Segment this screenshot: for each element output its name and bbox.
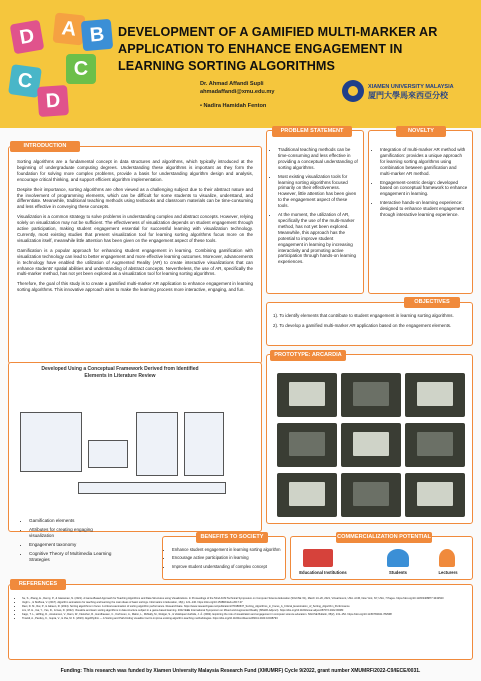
intro-paragraph-3: Visualization is a common strategy to solve problems in understanding complex and abstract concepts. However, relying solely on visualization may not be sufficient. The effectiveness of visualization depends on student engagement through active participation, making student engagement essential for successful learning with visualization technology. Currently, most existing studies that present visualization tool for learning sorting algorithms focus more on the visualization itself, meanwhile little attention has been given on the engagement aspect of these tools. <box>17 214 253 243</box>
author-list: Dr. Ahmad Affandi Supli ahmadaffandi@xmu.edu.my • Nadira Hamidah Fenton <box>200 80 330 110</box>
poster-title: DEVELOPMENT OF A GAMIFIED MULTI-MARKER AR APPLICATION TO ENHANCE ENGAGEMENT IN LEARNING SORTING ALGORITHMS <box>118 25 438 73</box>
references-heading: REFERENCES <box>10 579 66 590</box>
prototype-screenshot-8 <box>341 473 401 517</box>
benefits-heading: BENEFITS TO SOCIETY <box>196 532 268 543</box>
lecturer-icon <box>439 549 455 567</box>
novelty-item-2: • Engagement-centric design: developed based on conceptual framework to enhance engagement in learning. <box>380 180 468 198</box>
prototype-screenshot-4 <box>277 423 337 467</box>
reference-item: • Tinwidi, A., Pandey, K., Gupta, V., & Jha, M. K. (2023). AlgoRhythm — A Sorting and Path-finding visualizer tool to improve existing algorithm teaching methodologies. https://doi.org/10.1109/confluence56041.2023.10048793 <box>22 617 464 621</box>
diagram-right-group <box>136 412 178 476</box>
prototype-screenshot-6 <box>405 423 465 467</box>
commercial-heading: COMMERCIALIZATION POTENTIAL <box>336 532 432 543</box>
problem-item-3: • At the moment, the utilization of AR, specifically the use of the multi-marker method, has not yet been explored. Meanwhile, this approach has the potential to improve student engagement in learning by increasing interactivity and promoting active participation through hands-on learning experiences. <box>278 212 359 265</box>
benefit-item-1: • Enhance student engagement in learning sorting algorithm <box>172 547 281 552</box>
prototype-screenshot-3 <box>405 373 465 417</box>
framework-title: Developed Using a Conceptual Framework Derived from Identified Elements in Literature Review <box>41 366 199 379</box>
novelty-item-3: • Interactive hands-on learning experience: designed to enhance student engagement through interactive learning experience. <box>380 200 468 218</box>
objectives-heading: OBJECTIVES <box>404 297 460 308</box>
prototype-screenshot-9 <box>405 473 465 517</box>
benefit-item-2: • Encourage active participation in learning <box>172 555 281 560</box>
novelty-box <box>368 130 473 294</box>
prototype-screenshot-5 <box>341 423 401 467</box>
university-name-cn: 厦門大學馬來西亞分校 <box>368 90 448 100</box>
author-1-name: Dr. Ahmad Affandi Supli <box>200 81 264 87</box>
framework-item-2: • Attributes for creating engaging visualization <box>29 527 112 539</box>
author-2-name: Nadira Hamidah Fenton <box>203 103 267 109</box>
diagram-far-right-group <box>184 412 224 476</box>
reference-item: • Vegh L., & Stoffova, V. (2017). Algorithm animations for teaching and learning the main ideas of basic sortings. Informatics in Education, 16(1), 121–140. https://doi.org/10.15388/infedu.2017.07 <box>22 601 464 605</box>
prototype-box <box>266 354 473 524</box>
framework-item-1: • Gamification elements <box>29 518 112 524</box>
intro-paragraph-1: Sorting algorithms are a fundamental concept in data structures and algorithms, which typically introduced at the beginning of undergraduate computing degrees. Understanding these algorithms is important as they form the foundation for solving more complex problems, provide a basis for understanding algorithm design and analysis, encourage critical thinking, and support efficient algorithm implementation. <box>17 159 253 182</box>
reference-item: • Lim, M. H., Cai, Y., Yao, D., & Gao, D. (2022). Visualize and learn sorting algorithms in data structure subject in a game-based learning. 2022 IEEE International Symposium on Mixed and Augmented Reality (ISMAR-Adjunct). https://doi.org/10.1109/ismar-adjunct57072.2022.00083 <box>22 609 464 613</box>
reference-item: • Rani, D. M., Rai, P., & Jabeen, R. (2024). Sorting algorithms in focus: A critical examination of sorting algorithm performance. ResearchGate. https://www.researchgate.net/publication/379180637_Sorting_Algorithms_in_Focus_A_Critical_Examination_of_Sorting_Algorithm_Performance <box>22 605 464 609</box>
block-d: D <box>10 20 45 55</box>
benefit-item-3: • Improve student understanding of complex concept <box>172 564 281 569</box>
prototype-screenshot-1 <box>277 373 337 417</box>
problem-item-2: • Most existing visualization tools for learning sorting algorithms focused primarily on their effectiveness. However, little attention has been given to the engagement aspect of these tools. <box>278 174 359 209</box>
intro-paragraph-2: Despite their importance, sorting algorithms are often viewed as a challenging subject due to their abstract nature and the involvement of programming elements, which can be difficult for some students to visualize, understand, and differentiate. Meanwhile, traditional teaching methods using textbooks and classroom materials can be time-consuming and less effective in conveying these concepts. <box>17 186 253 210</box>
framework-diagram <box>18 410 236 515</box>
university-emblem-icon <box>342 80 364 102</box>
problem-box <box>266 130 364 294</box>
problem-item-1: • Traditional teaching methods can be time-consuming and less effective in providing a conceptual understanding of sorting algorithms. <box>278 147 359 171</box>
block-c: C <box>66 54 96 84</box>
novelty-item-1: • Integration of multi-marker AR method with gamification: provides a unique approach for learning sorting algorithms using combination between gamification and multi-marker AR method. <box>380 147 468 177</box>
institution-icon <box>303 549 333 567</box>
framework-item-3: • Engagement taxonomy <box>29 542 112 548</box>
framework-list <box>22 518 112 566</box>
reference-item: • Kapp, T. L., Höfling, D., Amelunxen, V., Dann, W., Fleischer, R., Hundhausen, C., Korhonen, A., Malmi, L., McNally, M., Rodger, S., & Velázquez-Iturbide, J. Á. (2002). Exploring the role of visualization and engagement in computer science education. SIGCSE Bulletin, 35(2), 131–152. https://doi.org/10.1145/782941.782998 <box>22 613 464 617</box>
problem-heading: PROBLEM STATEMENT <box>272 126 352 137</box>
framework-item-4: • Cognitive Theory of Multimedia Learning Strategies <box>29 551 112 563</box>
block-d2: D <box>37 85 69 117</box>
block-a: A <box>53 13 86 46</box>
introduction-heading: INTRODUCTION <box>10 141 80 152</box>
objective-2: 2). To develop a gamified multi-marker AR application based on the engagement elements. <box>273 322 452 328</box>
commercial-label-institutions: Educational Institutions <box>299 570 347 575</box>
commercial-label-lecturers: Lecturers <box>438 570 458 575</box>
block-c2: C <box>8 64 42 98</box>
students-icon <box>387 549 409 567</box>
diagram-left-group <box>20 412 82 472</box>
poster-header <box>0 0 481 128</box>
author-1-email: ahmadaffandi@xmu.edu.my <box>200 89 275 95</box>
university-name-en: XIAMEN UNIVERSITY MALAYSIA <box>368 84 454 90</box>
intro-paragraph-5: Therefore, the goal of this study is to create a gamified multi-marker AR application to enhance engagement in learning sorting algorithms. This innovative approach aims to make the learning process more interactive, engaging, and fun. <box>17 281 253 293</box>
commercial-label-students: Students <box>389 570 407 575</box>
intro-paragraph-4: Gamification is a popular approach for enhancing student engagement in learning. Combining gamification with visualization technology can lead to better engagement and more effective learning outcomes. Moreover, advancements in technology have enabled the utilization of Augmented Reality (AR) to create interactive visualizations that can enhance students' spatial abilities and understanding of abstract concepts. Nevertheless, the use of AR, specifically the multi-marker method, has not yet been explored as a visualization tool for learning sorting algorithms. <box>17 247 253 277</box>
prototype-heading: PROTOTYPE: ARCARDIA <box>270 350 346 361</box>
university-logo <box>342 76 470 106</box>
diagram-bottom-row <box>78 482 226 494</box>
prototype-screenshot-2 <box>341 373 401 417</box>
funding-footer: Funding: This research was funded by Xiamen University Malaysia Research Fund (XMUMRF) Cycle 9/2022, grant number XMUMRF/2022-C9/IECE/0031. <box>60 668 421 674</box>
abc-blocks-illustration <box>8 8 108 120</box>
block-b: B <box>81 19 114 52</box>
prototype-screenshot-7 <box>277 473 337 517</box>
objectives-box <box>266 302 473 346</box>
reference-item: • Su, S., Zhang, E., Denny, P., & Giacaman, N. (2021). A Game-Based Approach for Teaching Algorithms and Data Structures using Visualizations. In Proceedings of the 52nd ACM Technical Symposium on Computer Science Education (SIGCSE '21), March 13–20, 2021, Virtual Event, USA. ACM, New York, NY, USA, 7 Pages. https://doi.org/10.1145/3408877.3432520 <box>22 597 464 601</box>
objective-1: 1). To identify elements that contribute to student engagement in learning sorting algorithms. <box>273 313 454 318</box>
references-box <box>8 584 473 660</box>
novelty-heading: NOVELTY <box>396 126 446 137</box>
introduction-box <box>8 146 262 364</box>
diagram-center-group <box>88 440 128 468</box>
